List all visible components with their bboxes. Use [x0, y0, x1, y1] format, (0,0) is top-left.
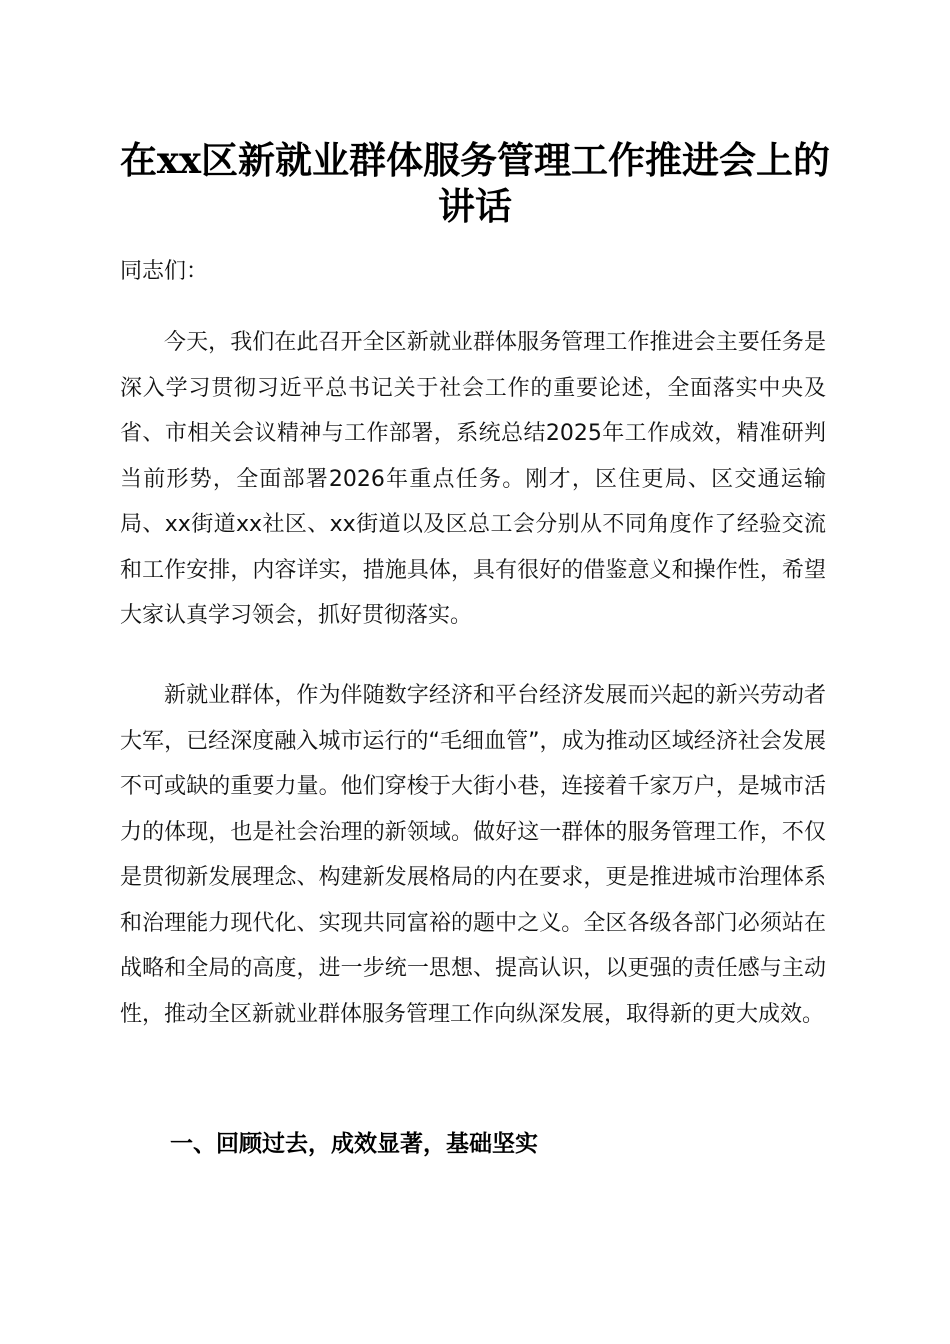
document-title-line-1: 在xx区新就业群体服务管理工作推进会上的	[119, 138, 831, 182]
paragraph-new-employment-groups: 新就业群体，作为伴随数字经济和平台经济发展而兴起的新兴劳动者大军，已经深度融入城市运行的“毛细血管”，成为推动区域经济社会发展不可或缺的重要力量。他们穿梭于大街小巷，连接着千家万户，是城市活力的体现，也是社会治理的新领域。做好这一群体的服务管理工作，不仅是贯彻新发展理念、构建新发展格局的内在要求，更是推进城市治理体系和治理能力现代化、实现共同富裕的题中之义。全区各级各部门必须站在战略和全局的高度，进一步统一思想、提高认识，以更强的责任感与主动性，推动全区新就业群体服务管理工作向纵深发展，取得新的更大成效。	[120, 683, 826, 1027]
document-title-line-2: 讲话	[438, 184, 512, 228]
salutation: 同志们：	[120, 259, 209, 284]
section-heading: 一、回顾过去，成效显著，基础坚实	[170, 1131, 538, 1157]
paragraph-intro: 今天，我们在此召开全区新就业群体服务管理工作推进会主要任务是深入学习贯彻习近平总书记关于社会工作的重要论述，全面落实中央及省、市相关会议精神与工作部署，系统总结2025年工作成效，精准研判当前形势，全面部署2026年重点任务。刚才，区住更局、区交通运输局、xx街道xx社区、xx街道以及区总工会分别从不同角度作了经验交流和工作安排，内容详实，措施具体，具有很好的借鉴意义和操作性，希望大家认真学习领会，抓好贯彻落实。	[120, 330, 826, 628]
